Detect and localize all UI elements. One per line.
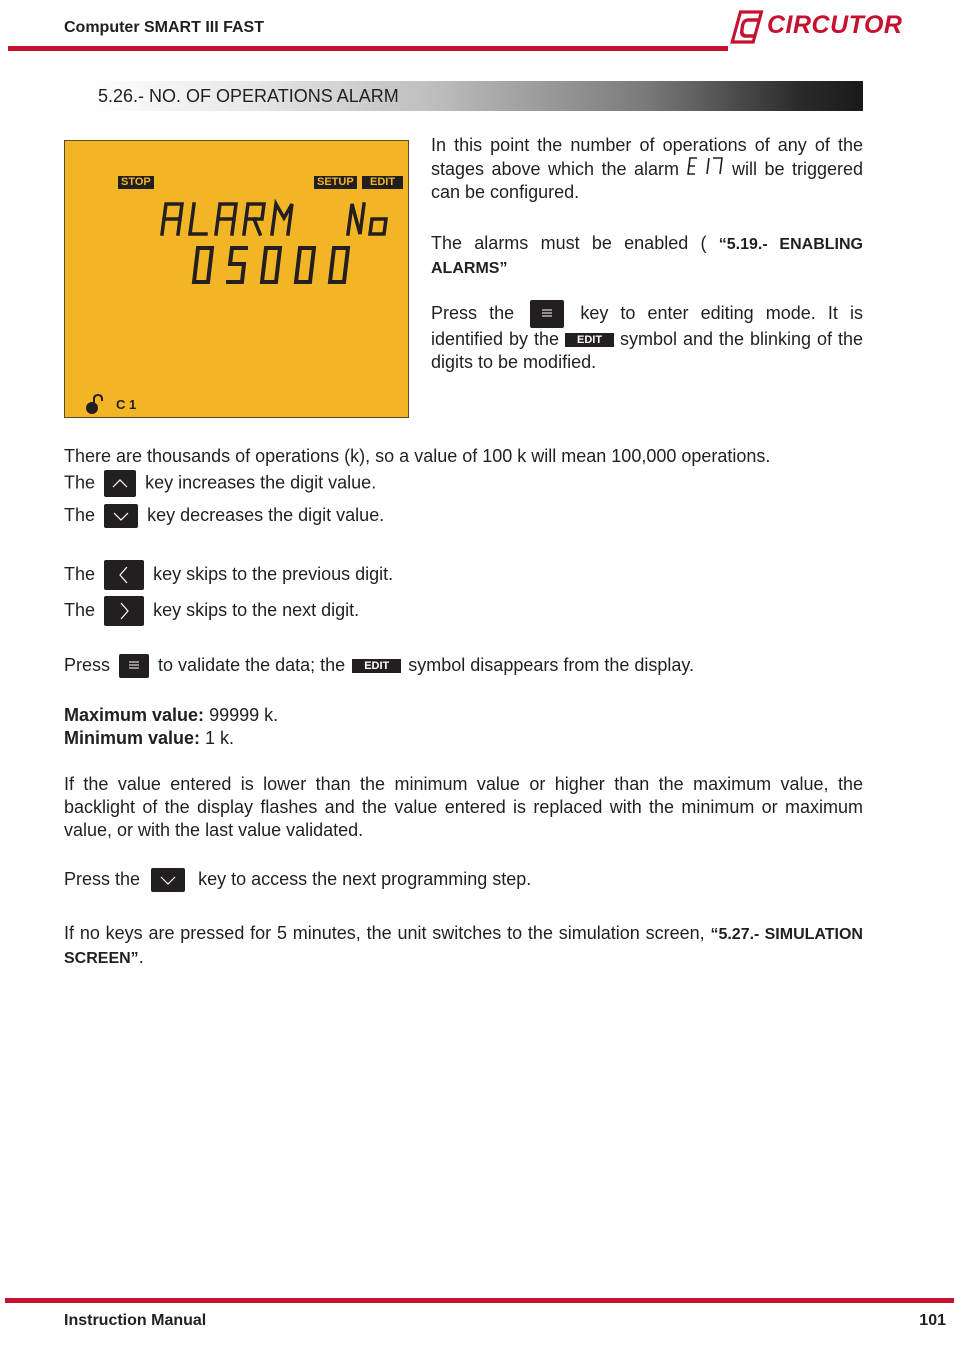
enable-paragraph <box>431 232 863 280</box>
lcd-channel-label: C 1 <box>116 397 137 412</box>
left-key-text: key skips to the previous digit. <box>153 563 394 584</box>
the-word: The <box>64 472 96 493</box>
next-step-text-b: key to access the next programming step. <box>198 869 532 889</box>
validate-text-b: to validate the data; the <box>158 655 346 675</box>
out-of-range-paragraph: If the value entered is lower than the minimum value or higher than the maximum value, the backlight of the display flashes and the value entered is replaced with the minimum or maximum value, or with the last value validated. <box>64 774 863 840</box>
thousands-paragraph: There are thousands of operations (k), so a value of 100 k will mean 100,000 operations. <box>64 446 771 466</box>
edit-mode-text-b: key to enter editing mode. It is identified by the <box>431 302 863 349</box>
lcd-stop-tag: STOP <box>118 176 154 189</box>
unlocked-padlock-icon <box>84 394 104 414</box>
page-number: 101 <box>919 1312 946 1329</box>
next-step-line <box>64 868 531 892</box>
header-rule <box>8 46 728 51</box>
max-value-line <box>64 704 278 727</box>
edit-symbol-badge: EDIT <box>565 333 614 347</box>
intro-paragraph <box>431 134 863 204</box>
lcd-segment-readout <box>150 188 400 288</box>
min-value-line <box>64 727 234 750</box>
menu-key-icon <box>530 300 564 328</box>
footer-manual-label: Instruction Manual <box>64 1312 207 1329</box>
menu-key-icon <box>119 654 149 678</box>
the-word: The <box>64 599 96 620</box>
enable-reference: “5.19.- ENABLING ALARMS” <box>431 236 863 277</box>
max-value: 99999 k. <box>209 705 279 725</box>
alarm-code-e17 <box>687 157 725 175</box>
left-key-line <box>64 560 393 590</box>
enable-text: The alarms must be enabled ( <box>431 233 707 253</box>
timeout-paragraph <box>64 922 863 970</box>
lcd-setup-tag: SETUP <box>314 176 357 189</box>
edit-mode-text-a: Press the <box>431 302 515 323</box>
footer-rule <box>5 1298 954 1303</box>
the-word: The <box>64 563 96 584</box>
right-key-line <box>64 596 359 626</box>
validate-text-c: symbol disappears from the display. <box>408 655 695 675</box>
the-word: The <box>64 505 96 525</box>
edit-mode-text-c: symbol and the blinking of the digits to be modified. <box>431 329 863 372</box>
timeout-reference: “5.27.- SIMULATION SCREEN” <box>64 926 863 967</box>
down-arrow-key-icon <box>151 868 185 892</box>
brand-name: CIRCUTOR <box>767 11 903 39</box>
document-title: Computer SMART III FAST <box>64 19 264 36</box>
up-key-line <box>64 470 376 497</box>
down-arrow-key-icon <box>104 504 138 528</box>
down-key-text: key decreases the digit value. <box>147 505 385 525</box>
lcd-edit-tag: EDIT <box>362 176 403 189</box>
up-key-text: key increases the digit value. <box>145 472 377 493</box>
intro-text-b: will be triggered can be configured. <box>431 159 863 202</box>
right-key-text: key skips to the next digit. <box>153 599 360 620</box>
left-arrow-key-icon <box>104 560 144 590</box>
timeout-text: If no keys are pressed for 5 minutes, the unit switches to the simulation screen, <box>64 923 705 943</box>
edit-symbol-badge: EDIT <box>352 659 401 673</box>
min-value-label: Minimum value: <box>64 728 201 748</box>
next-step-text-a: Press the <box>64 869 141 889</box>
edit-mode-paragraph <box>431 300 863 374</box>
max-value-label: Maximum value: <box>64 705 205 725</box>
up-arrow-key-icon <box>104 470 136 497</box>
section-title: 5.26.- NO. OF OPERATIONS ALARM <box>98 86 399 106</box>
timeout-end: . <box>138 947 144 967</box>
down-key-line <box>64 504 384 528</box>
intro-text-a: In this point the number of operations of any of the stages above which the alarm <box>431 135 863 179</box>
validate-line <box>64 654 694 678</box>
right-arrow-key-icon <box>104 596 144 626</box>
min-value: 1 k. <box>205 728 235 748</box>
validate-text-a: Press <box>64 655 111 675</box>
